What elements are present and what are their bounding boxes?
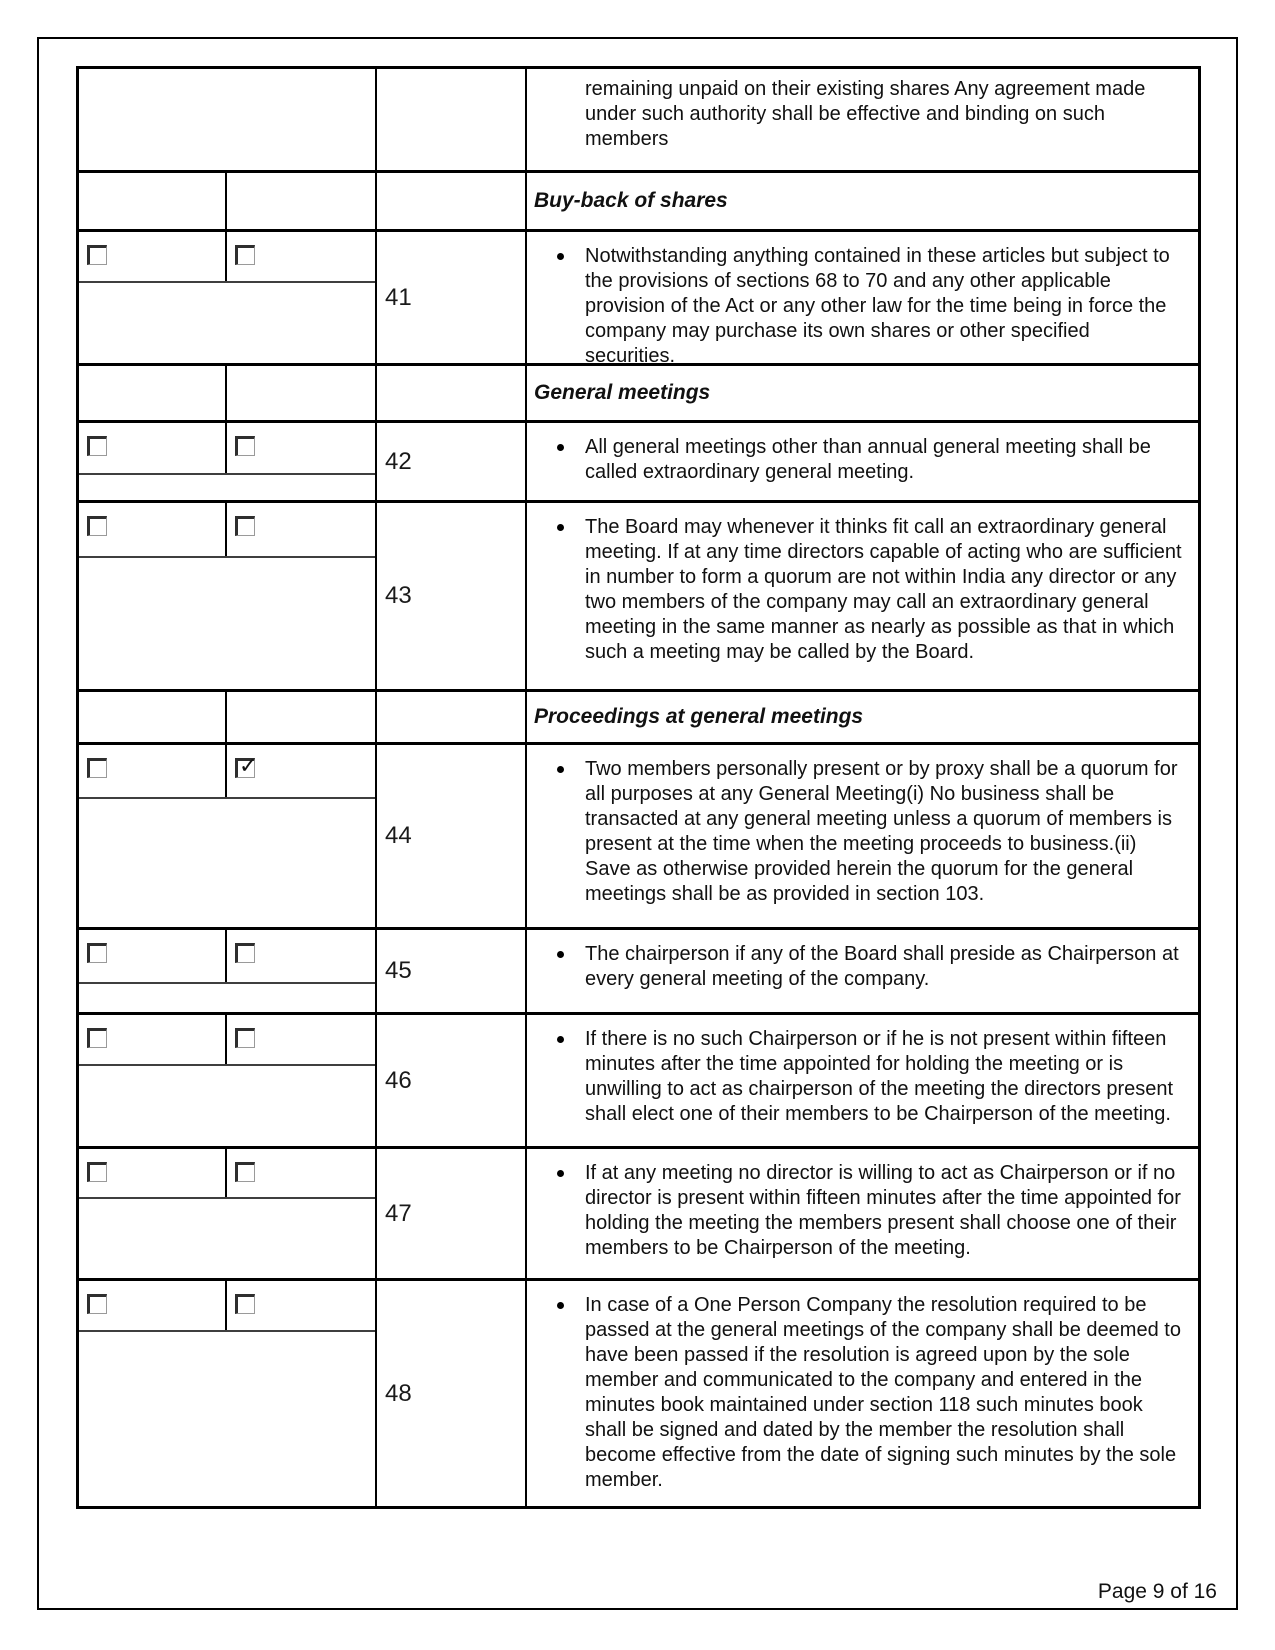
checkbox-cell-2 — [227, 1149, 375, 1197]
article-text: Notwithstanding anything contained in these articles but subject to the provisions of sections 68 to 70 and any other applicable provision of the Act or any other law for the time being in force the company may purchase its own shares or other specified securities. — [585, 245, 1170, 367]
article-text-cell — [525, 423, 1198, 500]
checkbox-col2-41[interactable] — [235, 245, 255, 265]
checkbox-cell-1 — [79, 930, 227, 982]
article-number: 43 — [385, 582, 412, 609]
table-row-44 — [79, 742, 1198, 927]
checkbox-cell-1 — [79, 423, 227, 473]
checkbox-cell-2 — [227, 1281, 375, 1330]
checkbox-col2-44-checked[interactable] — [235, 753, 258, 778]
article-number: 42 — [385, 447, 412, 475]
header-left-cells — [79, 173, 375, 229]
section-header-label: General meetings — [534, 381, 711, 404]
section-header-row — [79, 363, 1198, 420]
article-text: The Board may whenever it thinks fit call an extraordinary general meeting. If at any time directors capable of acting who are sufficient in number to form a quorum are not within India any director or any two members of the company may call an extraordinary general meeting in the same manner as nearly as possible as that in which such a meeting may be called by the Board. — [585, 516, 1182, 663]
article-text: Two members personally present or by proxy shall be a quorum for all purposes at any General Meeting(i) No business shall be transacted at any general meeting unless a quorum of members is present at the time when the meeting proceeds to business.(ii) Save as otherwise provided herein the quorum for the general meetings shall be as provided in section 103. — [585, 758, 1178, 905]
bullet-icon — [557, 766, 564, 773]
checkbox-cell-2 — [227, 503, 375, 556]
section-header-label: Buy-back of shares — [534, 189, 728, 212]
article-number: 44 — [385, 822, 412, 849]
table-row-48 — [79, 1278, 1198, 1506]
checkbox-cell-1 — [79, 745, 227, 797]
section-header-row — [79, 689, 1198, 742]
table-row-43 — [79, 500, 1198, 689]
checkbox-cell-2 — [227, 745, 375, 797]
checkbox-col1-47[interactable] — [87, 1162, 107, 1182]
checkbox-col2-47[interactable] — [235, 1162, 255, 1182]
checkbox-col2-42[interactable] — [235, 436, 255, 456]
checkbox-col2-43[interactable] — [235, 516, 255, 536]
table-row-45 — [79, 927, 1198, 1012]
article-text-cell — [525, 930, 1198, 1012]
checkbox-col2-45[interactable] — [235, 943, 255, 963]
header-left-cells — [79, 366, 375, 420]
section-header-cell — [525, 173, 1198, 229]
checkbox-cells — [79, 745, 375, 927]
article-number-cell — [375, 503, 525, 689]
checkbox-cells — [79, 1149, 375, 1278]
checkmark-icon: ✓ — [239, 753, 258, 778]
checkbox-cell-2 — [227, 232, 375, 281]
article-text-cell — [525, 503, 1198, 689]
article-number-cell — [375, 173, 525, 229]
checkbox-cells — [79, 1281, 375, 1506]
checkbox-cell-2 — [227, 423, 375, 473]
checkbox-col2-48[interactable] — [235, 1294, 255, 1314]
bullet-icon — [557, 1036, 564, 1043]
bullet-icon — [557, 444, 564, 451]
checkbox-col2-46[interactable] — [235, 1028, 255, 1048]
article-text-cell — [525, 232, 1198, 367]
empty-cell — [79, 692, 227, 742]
article-number-cell — [375, 232, 525, 363]
checkbox-cell-1 — [79, 1149, 227, 1197]
section-header-label: Proceedings at general meetings — [534, 705, 864, 728]
empty-cell-merged — [79, 69, 375, 170]
article-number: 48 — [385, 1379, 412, 1407]
article-text: The chairperson if any of the Board shall preside as Chairperson at every general meeting of the company. — [585, 943, 1179, 990]
continuation-text: remaining unpaid on their existing shares Any agreement made under such authority shall be effective and binding on such members — [585, 78, 1146, 150]
section-header-cell — [525, 366, 1198, 420]
table-row-46 — [79, 1012, 1198, 1146]
article-number-cell — [375, 366, 525, 420]
checkbox-cell-1 — [79, 1015, 227, 1064]
article-number-cell — [375, 423, 525, 500]
article-text-cell — [525, 1281, 1198, 1506]
article-text-cell — [525, 69, 1198, 170]
checkbox-cell-2 — [227, 1015, 375, 1064]
table-row-continuation — [79, 69, 1198, 170]
checkbox-cell-2 — [227, 930, 375, 982]
table-row-41 — [79, 229, 1198, 367]
checkbox-col1-42[interactable] — [87, 436, 107, 456]
page-number: Page 9 of 16 — [1097, 1580, 1217, 1603]
checkbox-cells — [79, 423, 375, 500]
article-number-cell — [375, 930, 525, 1012]
article-number: 45 — [385, 957, 412, 984]
article-number: 47 — [385, 1199, 412, 1227]
section-header-cell — [525, 692, 1198, 742]
checkbox-cells — [79, 232, 375, 363]
bullet-icon — [557, 951, 564, 958]
checkbox-col1-46[interactable] — [87, 1028, 107, 1048]
article-text: If there is no such Chairperson or if he is not present within fifteen minutes after the time appointed for holding the meeting or is unwilling to act as chairperson of the meeting the directors present shall elect one of their members to be Chairperson of the meeting. — [585, 1028, 1174, 1125]
article-number-cell — [375, 1015, 525, 1146]
checkbox-col1-48[interactable] — [87, 1294, 107, 1314]
bullet-icon — [557, 1302, 564, 1309]
bullet-icon — [557, 253, 564, 260]
section-header-row — [79, 170, 1198, 229]
article-number-cell — [375, 1281, 525, 1506]
articles-table — [76, 66, 1201, 1509]
checkbox-cells — [79, 930, 375, 1012]
checkbox-col1-41[interactable] — [87, 245, 107, 265]
bullet-icon — [557, 1170, 564, 1177]
article-text: In case of a One Person Company the resolution required to be passed at the general meetings of the company shall be deemed to have been passed if the resolution is agreed upon by the sole member and communicated to the company and entered in the minutes book maintained under section 118 such minutes book shall be signed and dated by the member the resolution shall become effective from the date of signing such minutes by the sole member. — [585, 1294, 1181, 1491]
article-number-cell — [375, 1149, 525, 1278]
article-text: All general meetings other than annual general meeting shall be called extraordinary general meeting. — [585, 436, 1151, 483]
bullet-icon — [557, 524, 564, 531]
article-number-cell — [375, 692, 525, 742]
article-text-cell — [525, 745, 1198, 927]
checkbox-cells — [79, 1015, 375, 1146]
article-number: 46 — [385, 1066, 412, 1094]
checkbox-cell-1 — [79, 1281, 227, 1330]
article-text-cell — [525, 1149, 1198, 1278]
header-left-cells — [79, 692, 375, 742]
empty-cell — [79, 366, 227, 420]
article-text: If at any meeting no director is willing to act as Chairperson or if no director is present within fifteen minutes after the time appointed for holding the meeting the members present shall choose one of their members to be Chairperson of the meeting. — [585, 1162, 1181, 1259]
checkbox-col1-43[interactable] — [87, 516, 107, 536]
table-row-42 — [79, 420, 1198, 500]
article-text-cell — [525, 1015, 1198, 1146]
checkbox-cell-1 — [79, 503, 227, 556]
checkbox-cell-1 — [79, 232, 227, 281]
article-number: 41 — [385, 283, 412, 311]
checkbox-cells — [79, 503, 375, 689]
checkbox-col1-44[interactable] — [87, 758, 107, 778]
empty-cell — [79, 173, 227, 229]
checkbox-col1-45[interactable] — [87, 943, 107, 963]
article-number-cell — [375, 745, 525, 927]
table-row-47 — [79, 1146, 1198, 1278]
article-number-cell — [375, 69, 525, 170]
